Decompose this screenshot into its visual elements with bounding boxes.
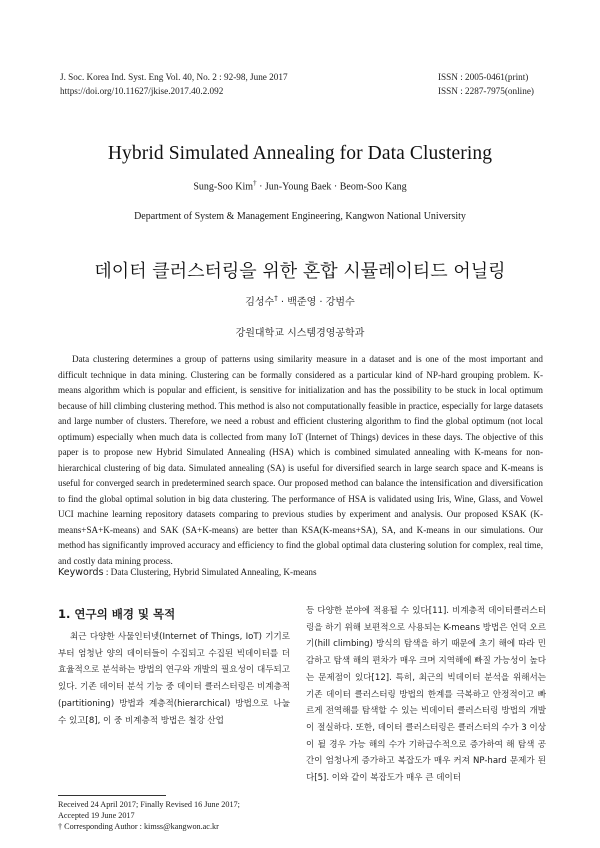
author-list — [0, 179, 600, 192]
issn-print: ISSN : 2005-0461(print) — [438, 72, 529, 82]
footnote — [58, 799, 298, 833]
right-column-text: 등 다양한 분야에 적용될 수 있다[11]. 비계층적 데이터클러스터링을 하기 위해 보편적으로 사용되는 K-means 방법은 언덕 오르기(hill climbing) 방식의 탐색을 하기 때문에 초기 해에 따라 민감하고 탐색 해의 편차가 매우 크며 지역해에 빠질 가능성이 높다는 문제점이 있다[12]. 특히, 최근의 빅데이터 분석을 위해서는 기존 데이터 클러스터링 방법의 한계를 극복하고 안정적이고 빠르게 전역해를 탐색할 수 있는 빅데이터 클러스터링 방법의 개발이 절실하다. 또한, 데이터 클러스터링은 클러스터의 수가 3 이상이 될 경우 가능 해의 수가 기하급수적으로 증가하여 해 탐색 공간이 엄청나게 증가하고 복잡도가 매우 커져 NP-hard 문제가 된다[5]. 이와 같이 복잡도가 매우 큰 데이터 — [306, 606, 546, 784]
journal-citation: J. Soc. Korea Ind. Syst. Eng Vol. 40, No. 2 : 92-98, June 2017 — [60, 72, 288, 82]
author-first: Sung-Soo Kim — [193, 181, 254, 193]
corresponding-author: † Corresponding Author : kimss@kangwon.ac.kr — [58, 822, 219, 832]
korean-author-rest: · 백준영 · 강범수 — [277, 297, 355, 308]
issn-block — [438, 70, 558, 98]
korean-author-list — [0, 293, 600, 308]
doi-link[interactable]: https://doi.org/10.11627/jkise.2017.40.2.092 — [60, 86, 224, 96]
affiliation: Department of System & Management Engineering, Kangwon National University — [134, 211, 466, 222]
section-heading: 1. 연구의 배경 및 목적 — [58, 607, 176, 621]
korean-corresponding-mark: † — [274, 294, 278, 303]
keywords-label: Keywords — [58, 567, 104, 578]
right-column — [306, 603, 546, 787]
paper-title: Hybrid Simulated Annealing for Data Clustering — [107, 143, 493, 164]
left-column-text: 최근 다양한 사물인터넷(Internet of Things, IoT) 기기로부터 엄청난 양의 데이터들이 수집되고 수집된 빅데이터를 더 효율적으로 분석하는 방법의 연구와 개발의 필요성이 대두되고 있다. 기존 데이터 분석 기능 중 데이터 클러스터링은 비계층적(partitioning) 방법과 계층적(hierarchical) 방법으로 나눌 수 있고[8], 이 중 비계층적 방법은 철강 산업 — [58, 632, 290, 726]
accepted-date: Accepted 19 June 2017 — [58, 811, 135, 821]
korean-author-first: 김성수 — [245, 297, 275, 308]
korean-title: 데이터 클러스터링을 위한 혼합 시뮬레이티드 어닐링 — [94, 261, 506, 282]
keywords — [58, 567, 543, 578]
abstract — [58, 352, 543, 569]
korean-affiliation: 강원대학교 시스템경영공학과 — [235, 328, 365, 339]
keywords-text: : Data Clustering, Hybrid Simulated Annealing, K-means — [103, 567, 317, 577]
abstract-text: Data clustering determines a group of patterns using similarity measure in a dataset and is one of the most important and difficult technique in data mining. Clustering can be formally considered as a particular kind of NP-hard grouping problem. K-means algorithm which is popular and efficient, is sensitive for initialization and has the possibility to be stuck in local optimum because of hill climbing clustering method. This method is also not computationally feasible in practice, especially for large datasets and large number of clusters. Therefore, we need a robust and efficient clustering algorithm to find the global optimum (not local optimum) especially when much data is collected from many IoT (Internet of Things) devices in these days. The objective of this paper is to propose new Hybrid Simulated Annealing (HSA) which is combined simulated annealing with K-means for non-hierarchical clustering of big data. Simulated annealing (SA) is useful for diversified search in large search space and K-means is useful for converged search in predetermined search space. Our proposed method can balance the intensification and diversification to find the global optimal solution in big data clustering. The performance of HSA is validated using Iris, Wine, Glass, and Vowel UCI machine learning repository datasets comparing to previous studies by experiment and analysis. Our proposed KSAK (K-means+SA+K-means) and SAK (SA+K-means) are better than KSA(K-means+SA), SA, and K-means in our simulations. Our method has significantly improved accuracy and efficiency to find the global optimal data clustering solution for complex, real time, and costly data mining process. — [58, 354, 543, 566]
footnote-divider — [58, 795, 166, 796]
corresponding-mark: † — [253, 179, 257, 187]
received-date: Received 24 April 2017; Finally Revised 16 June 2017; — [58, 800, 240, 809]
left-column — [58, 629, 290, 729]
journal-header — [60, 70, 360, 98]
issn-online: ISSN : 2287-7975(online) — [438, 86, 534, 96]
author-rest: · Jun-Young Baek · Beom-Soo Kang — [256, 181, 407, 193]
